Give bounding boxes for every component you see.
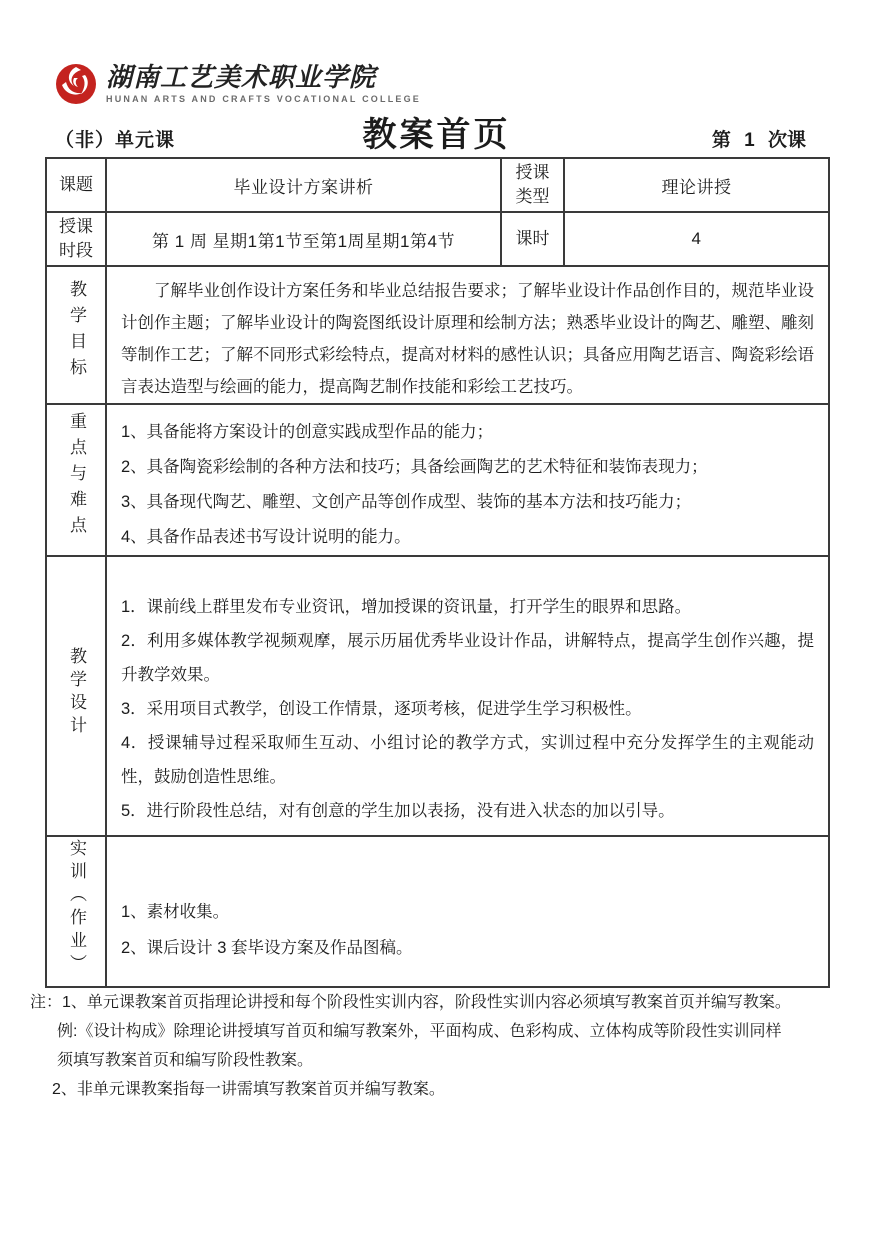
lecture-type-value-cell xyxy=(564,158,829,212)
college-name-block xyxy=(106,62,421,104)
table-row-topic xyxy=(46,158,829,212)
teaching-design-item: 2．利用多媒体教学视频观摩，展示历届优秀毕业设计作品，讲解特点，提高学生创作兴趣，提升教学效果。 xyxy=(121,632,814,684)
college-name-en: HUNAN ARTS AND CRAFTS VOCATIONAL COLLEGE xyxy=(106,94,421,104)
teaching-design-item: 3．采用项目式教学，创设工作情景，逐项考核，促进学生学习积极性。 xyxy=(121,700,642,718)
table-row-objectives xyxy=(46,266,829,404)
lesson-number: 第 1 次课 xyxy=(711,130,806,151)
schedule-value-cell xyxy=(106,212,501,266)
key-point-item: 4、具备作品表述书写设计说明的能力。 xyxy=(121,528,411,546)
objectives-label: 教学目标 xyxy=(67,279,86,384)
teaching-design-label-cell xyxy=(46,556,106,836)
college-name-zh: 湖南工艺美术职业学院 xyxy=(106,63,377,93)
objectives-label-cell xyxy=(46,266,106,404)
table-row-schedule xyxy=(46,212,829,266)
objectives-text-cell xyxy=(106,266,829,404)
practice-item: 1、素材收集。 xyxy=(121,902,230,921)
hours-value-cell xyxy=(564,212,829,266)
header-row xyxy=(45,116,828,154)
lecture-type-label: 授课类型 xyxy=(515,163,550,206)
topic-label: 课题 xyxy=(59,175,93,194)
key-point-item: 3、具备现代陶艺、雕塑、文创产品等创作成型、装饰的基本方法和技巧能力； xyxy=(121,493,692,511)
table-row-key-points xyxy=(46,404,829,556)
table-row-practice xyxy=(46,836,829,987)
key-point-item: 2、具备陶瓷彩绘制的各种方法和技巧；具备绘画陶艺的艺术特征和装饰表现力； xyxy=(121,458,708,476)
footnotes xyxy=(30,988,848,1104)
topic-value-cell xyxy=(106,158,501,212)
teaching-design-item: 4．授课辅导过程采取师生互动、小组讨论的教学方式，实训过程中充分发挥学生的主观能动性，鼓励创造性思维。 xyxy=(121,734,814,786)
footnote-line: 注：1、单元课教案首页指理论讲授和每个阶段性实训内容，阶段性实训内容必须填写教案首页并编写教案。 xyxy=(30,994,791,1011)
footnote-line: 例:《设计构成》除理论讲授填写首页和编写教案外，平面构成、色彩构成、立体构成等阶段性实训同样 xyxy=(57,1023,782,1040)
key-points-label-cell xyxy=(46,404,106,556)
objectives-text: 了解毕业创作设计方案任务和毕业总结报告要求；了解毕业设计作品创作目的，规范毕业设计创作主题；了解毕业设计的陶瓷图纸设计原理和绘制方法；熟悉毕业设计的陶艺、雕塑、雕刻等制作工艺；了解不同形式彩绘特点，提高对材料的感性认识；具备应用陶艺语言、陶瓷彩绘语言表达造型与绘画的能力，提高陶艺制作技能和彩绘工艺技巧。 xyxy=(121,282,814,396)
lesson-plan-table xyxy=(45,157,830,988)
footnote-line: 须填写教案首页和编写阶段性教案。 xyxy=(57,1052,314,1069)
key-points-cell xyxy=(106,404,829,556)
page-title: 教案首页 xyxy=(362,116,511,154)
hours-label-cell xyxy=(501,212,564,266)
footnote-line: 2、非单元课教案指每一讲需填写教案首页并编写教案。 xyxy=(52,1081,445,1098)
lecture-type-label-cell xyxy=(501,158,564,212)
schedule-label: 授课时段 xyxy=(59,217,93,260)
topic-label-cell xyxy=(46,158,106,212)
practice-label-cell xyxy=(46,836,106,987)
schedule-value: 第 1 周 星期1第1节至第1周星期1第4节 xyxy=(152,231,455,251)
phoenix-swirl-icon xyxy=(54,62,98,106)
lecture-type-value: 理论讲授 xyxy=(661,177,732,197)
schedule-label-cell xyxy=(46,212,106,266)
college-logo xyxy=(54,62,421,106)
table-row-teaching-design xyxy=(46,556,829,836)
key-points-label: 重点与难点 xyxy=(67,411,86,542)
topic-value: 毕业设计方案讲析 xyxy=(233,177,374,197)
course-type-label: （非）单元课 xyxy=(55,130,176,151)
teaching-design-cell xyxy=(106,556,829,836)
practice-item: 2、课后设计 3 套毕设方案及作品图稿。 xyxy=(121,938,413,957)
hours-value: 4 xyxy=(691,229,702,248)
practice-cell xyxy=(106,836,829,987)
key-point-item: 1、具备能将方案设计的创意实践成型作品的能力； xyxy=(121,423,494,441)
practice-label: 实训（作业） xyxy=(67,839,86,977)
teaching-design-item: 1．课前线上群里发布专业资讯，增加授课的资讯量，打开学生的眼界和思路。 xyxy=(121,598,692,616)
hours-label: 课时 xyxy=(515,229,550,248)
teaching-design-label: 教学设计 xyxy=(67,646,86,739)
teaching-design-item: 5．进行阶段性总结，对有创意的学生加以表扬，没有进入状态的加以引导。 xyxy=(121,802,675,820)
